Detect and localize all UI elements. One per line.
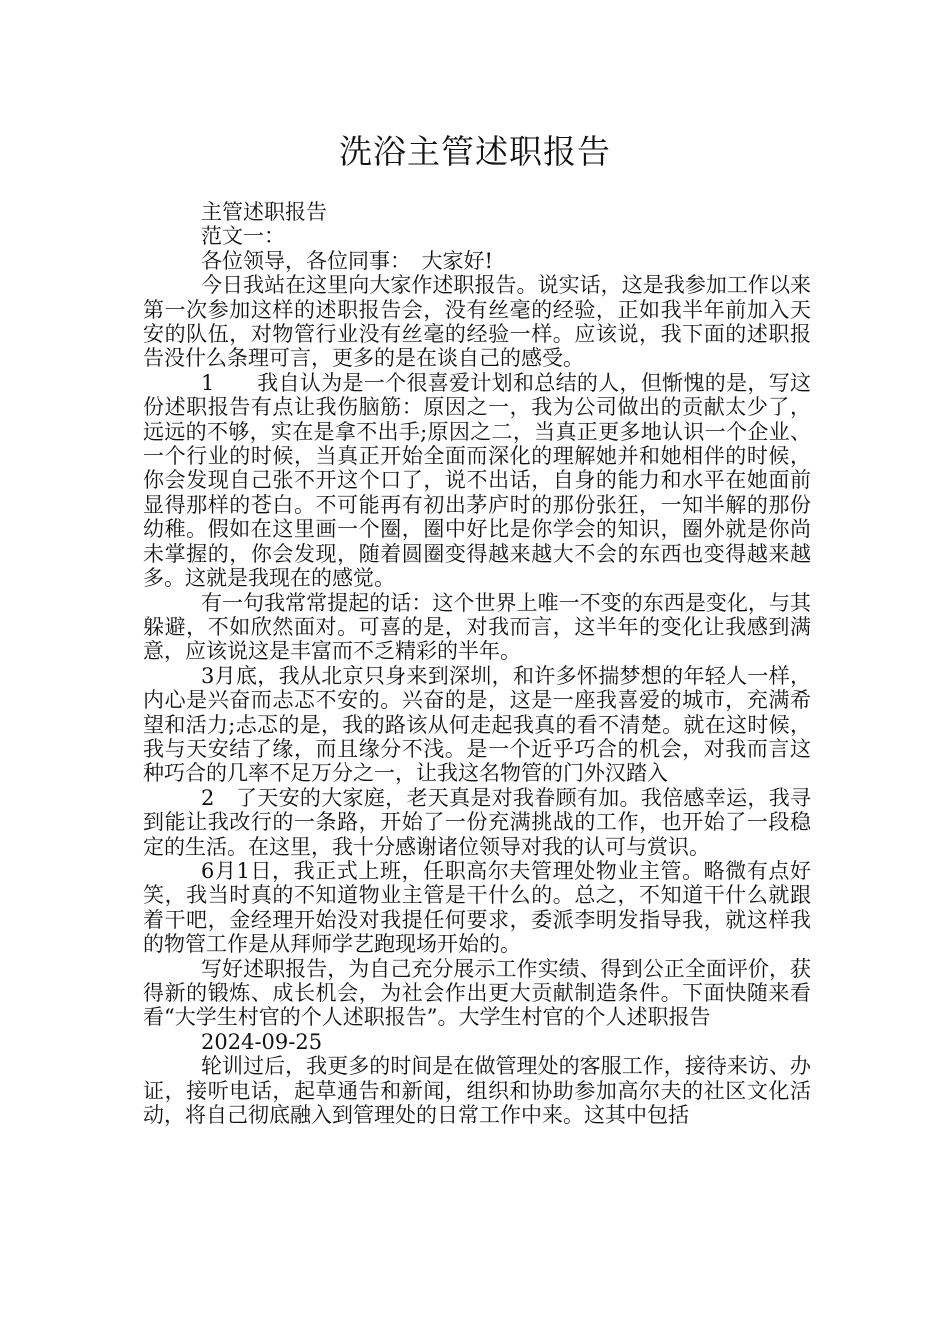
paragraph-sample-label: 范文一： (201, 224, 285, 249)
paragraph: 有一句我常常提起的话：这个世界上唯一不变的东西是变化，与其躲避，不如欣然面对。可喜的是，对我而言，这半年的变化让我感到满意，应该说这是丰富而不乏精彩的半年。 (143, 590, 811, 664)
paragraph: 2 了天安的大家庭，老天真是对我眷顾有加。我倍感幸运，我寻到能让我改行的一条路，开始了一份充满挑战的工作，也开始了一段稳定的生活。在这里，我十分感谢诸位领导对我的认可与赏识。 (143, 785, 811, 859)
paragraph: 6月1日，我正式上班，任职高尔夫管理处物业主管。略微有点好笑，我当时真的不知道物业主管是干什么的。总之，不知道干什么就跟着干吧，金经理开始没对我提任何要求，委派李明发指导我，就这样我的物管工作是从拜师学艺跑现场开始的。 (143, 858, 811, 957)
paragraph: 写好述职报告，为自己充分展示工作实绩、得到公正全面评价，获得新的锻炼、成长机会，为社会作出更大贡献制造条件。下面快随来看看“大学生村官的个人述职报告”。大学生村官的个人述职报告 (143, 956, 811, 1030)
paragraph-date: 2024-09-25 (201, 1029, 323, 1054)
paragraph-heading: 主管述职报告 (201, 200, 327, 224)
paragraph: 1 我自认为是一个很喜爱计划和总结的人，但惭愧的是，写这份述职报告有点让我伤脑筋：原因之一，我为公司做出的贡献太少了，远远的不够，实在是拿不出手;原因之二，当真正更多地认识一个企业、一个行业的时候，当真正开始全面而深化的理解她并和她相伴的时候，你会发现自己张不开这个口了，说不出话，自身的能力和水平在她面前显得那样的苍白。不可能再有初出茅庐时的那份张狂，一知半解的那份幼稚。假如在这里画一个圈，圈中好比是你学会的知识，圈外就是你尚未掌握的，你会发现，随着圆圈变得越来越大不会的东西也变得越来越多。这就是我现在的感觉。 (143, 370, 811, 591)
document-title: 洗浴主管述职报告 (339, 132, 611, 171)
document-body (143, 200, 811, 1127)
paragraph: 轮训过后，我更多的时间是在做管理处的客服工作，接待来访、办证，接听电话，起草通告和新闻，组织和协助参加高尔夫的社区文化活动，将自己彻底融入到管理处的日常工作中来。这其中包括 (143, 1054, 811, 1128)
paragraph-greeting: 各位领导，各位同事： 大家好! (201, 248, 493, 273)
paragraph: 今日我站在这里向大家作述职报告。说实话，这是我参加工作以来第一次参加这样的述职报告会，没有丝毫的经验，正如我半年前加入天安的队伍，对物管行业没有丝毫的经验一样。应该说，我下面的述职报告没什么条理可言，更多的是在谈自己的感受。 (143, 273, 811, 371)
paragraph: 3月底，我从北京只身来到深圳，和许多怀揣梦想的年轻人一样，内心是兴奋而忐忑不安的。兴奋的是，这是一座我喜爱的城市，充满希望和活力;忐忑的是，我的路该从何走起我真的看不清楚。就在这时候，我与天安结了缘，而且缘分不浅。是一个近乎巧合的机会，对我而言这种巧合的几率不足万分之一，让我这名物管的门外汉踏入 (143, 663, 811, 786)
